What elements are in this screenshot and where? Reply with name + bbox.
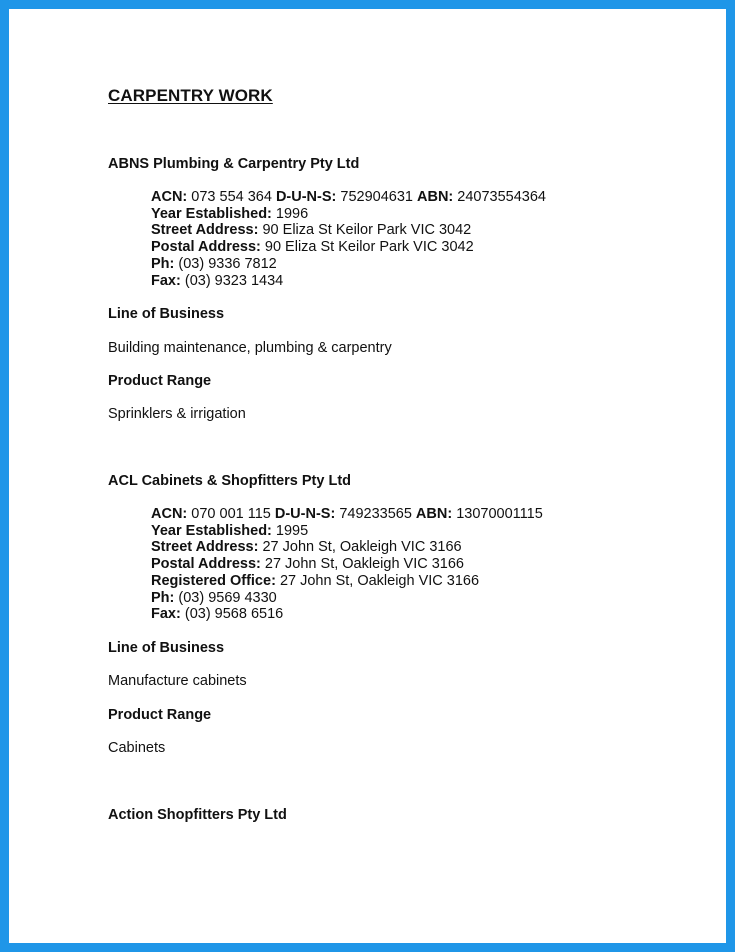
fax-value: (03) 9568 6516 xyxy=(184,606,284,623)
acn-value: 070 001 115 xyxy=(191,506,271,522)
fax-line xyxy=(151,273,546,290)
postal-address-line xyxy=(151,556,543,573)
company-name: ACL Cabinets & Shopfitters Pty Ltd xyxy=(108,473,352,489)
registration-line xyxy=(151,506,543,523)
postal-address-line xyxy=(151,239,546,256)
postal-label: Postal Address: xyxy=(151,239,261,256)
year-label: Year Established: xyxy=(151,205,272,222)
abn-label: ABN: xyxy=(417,189,454,205)
duns-label: D-U-N-S: xyxy=(275,189,337,205)
registered-office-value: 27 John St, Oakleigh VIC 3166 xyxy=(279,572,480,589)
street-value: 90 Eliza St Keilor Park VIC 3042 xyxy=(262,222,472,239)
year-label: Year Established: xyxy=(151,522,272,539)
abn-label: ABN: xyxy=(415,506,453,522)
street-label: Street Address: xyxy=(151,539,259,556)
fax-line xyxy=(151,606,543,623)
abn-value: 13070001115 xyxy=(456,506,543,522)
phone-label: Ph: xyxy=(151,255,175,272)
postal-label: Postal Address: xyxy=(151,556,261,573)
fax-label: Fax: xyxy=(151,606,181,623)
postal-value: 27 John St, Oakleigh VIC 3166 xyxy=(264,556,464,573)
street-label: Street Address: xyxy=(151,222,259,239)
line-of-business-text: Manufacture cabinets xyxy=(108,673,247,689)
phone-line xyxy=(151,590,543,607)
street-value: 27 John St, Oakleigh VIC 3166 xyxy=(262,539,462,556)
acn-label: ACN: xyxy=(151,506,188,522)
registration-line xyxy=(151,189,546,206)
product-range-heading: Product Range xyxy=(108,707,212,723)
street-address-line xyxy=(151,539,543,556)
year-value: 1996 xyxy=(275,205,309,222)
line-of-business-heading: Line of Business xyxy=(108,640,225,656)
acn-value: 073 554 364 xyxy=(191,189,272,205)
company-details xyxy=(151,189,546,289)
phone-line xyxy=(151,256,546,273)
duns-value: 752904631 xyxy=(340,189,413,205)
street-address-line xyxy=(151,222,546,239)
registered-office-line xyxy=(151,573,543,590)
company-name: Action Shopfitters Pty Ltd xyxy=(108,807,287,823)
duns-label: D-U-N-S: xyxy=(274,506,336,522)
year-established-line xyxy=(151,523,543,540)
phone-value: (03) 9569 4330 xyxy=(178,589,277,606)
company-name: ABNS Plumbing & Carpentry Pty Ltd xyxy=(108,156,360,172)
abn-value: 24073554364 xyxy=(457,189,546,205)
fax-value: (03) 9323 1434 xyxy=(184,272,284,289)
phone-value: (03) 9336 7812 xyxy=(178,255,277,272)
registered-office-label: Registered Office: xyxy=(151,572,276,589)
postal-value: 90 Eliza St Keilor Park VIC 3042 xyxy=(264,239,474,256)
year-value: 1995 xyxy=(275,522,309,539)
duns-value: 749233565 xyxy=(339,506,412,522)
product-range-text: Cabinets xyxy=(108,740,166,756)
year-established-line xyxy=(151,206,546,223)
page-title: CARPENTRY WORK xyxy=(108,86,273,105)
acn-label: ACN: xyxy=(151,189,188,205)
line-of-business-heading: Line of Business xyxy=(108,306,225,322)
fax-label: Fax: xyxy=(151,272,181,289)
product-range-text: Sprinklers & irrigation xyxy=(108,406,246,422)
line-of-business-text: Building maintenance, plumbing & carpentry xyxy=(108,340,392,356)
company-details xyxy=(151,506,543,623)
phone-label: Ph: xyxy=(151,589,175,606)
product-range-heading: Product Range xyxy=(108,373,212,389)
